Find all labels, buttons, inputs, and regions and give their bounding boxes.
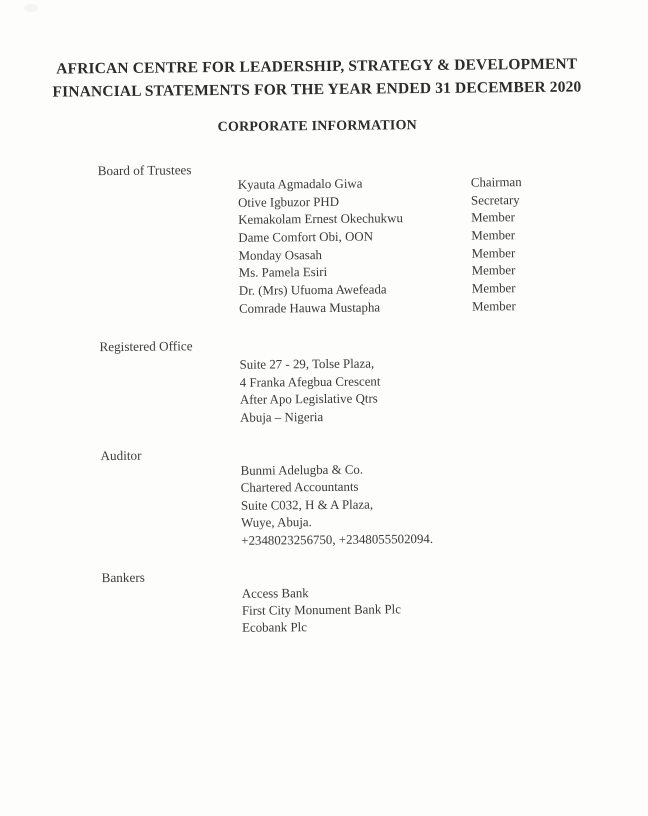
trustee-name: Dame Comfort Obi, OON	[238, 229, 374, 245]
trustee-name: Dr. (Mrs) Ufuoma Awefeada	[238, 282, 387, 298]
auditor-line: +2348023256750, +2348055502094.	[241, 531, 434, 548]
auditor-line: Suite C032, H & A Plaza,	[240, 497, 374, 513]
trustee-role: Secretary	[470, 192, 520, 208]
trustee-role: Member	[471, 281, 516, 296]
address-line: 4 Franka Afegbua Crescent	[239, 374, 381, 390]
trustee-role: Member	[471, 263, 516, 279]
trustee-role: Member	[471, 228, 516, 243]
registered-office-address	[240, 355, 381, 427]
trustee-name: Monday Osasah	[238, 247, 323, 263]
trustee-name: Kyauta Agmadalo Giwa	[237, 176, 363, 192]
address-line: Suite 27 - 29, Tolse Plaza,	[239, 356, 375, 372]
auditor-line: Bunmi Adelugba & Co.	[240, 462, 364, 478]
trustee-name: Ms. Pamela Esiri	[238, 265, 328, 281]
board-of-trustees-label: Board of Trustees	[97, 162, 192, 179]
registered-office-label: Registered Office	[99, 338, 193, 355]
trustee-name: Comrade Hauwa Mustapha	[238, 300, 381, 316]
banker-line: First City Monument Bank Plc	[241, 602, 402, 618]
trustee-role: Member	[471, 210, 515, 225]
banker-line: Access Bank	[241, 586, 309, 601]
board-of-trustees-list	[238, 174, 609, 319]
document-title-line1: AFRICAN CENTRE FOR LEADERSHIP, STRATEGY & DEVELOPMENT	[56, 55, 578, 78]
auditor-details	[241, 461, 434, 550]
trustee-role: Chairman	[470, 175, 522, 190]
auditor-label: Auditor	[100, 447, 142, 464]
trustee-role: Member	[471, 245, 516, 261]
address-line: Abuja – Nigeria	[240, 409, 324, 425]
document-title	[0, 53, 637, 104]
trustee-row	[239, 298, 609, 319]
document-title-line2: FINANCIAL STATEMENTS FOR THE YEAR ENDED 31 DECEMBER 2020	[52, 78, 582, 101]
auditor-line: Chartered Accountants	[240, 480, 359, 496]
trustee-role: Member	[471, 298, 516, 314]
page-section-heading: CORPORATE INFORMATION	[217, 118, 418, 136]
auditor-line: Wuye, Abuja.	[241, 515, 312, 531]
banker-line: Ecobank Plc	[242, 619, 307, 635]
trustee-name: Otive Igbuzor PHD	[237, 194, 340, 210]
bankers-label: Bankers	[101, 569, 145, 586]
trustee-name: Kemakolam Ernest Okechukwu	[238, 211, 403, 228]
address-line: After Apo Legislative Qtrs	[239, 391, 378, 407]
bankers-list	[242, 584, 401, 636]
